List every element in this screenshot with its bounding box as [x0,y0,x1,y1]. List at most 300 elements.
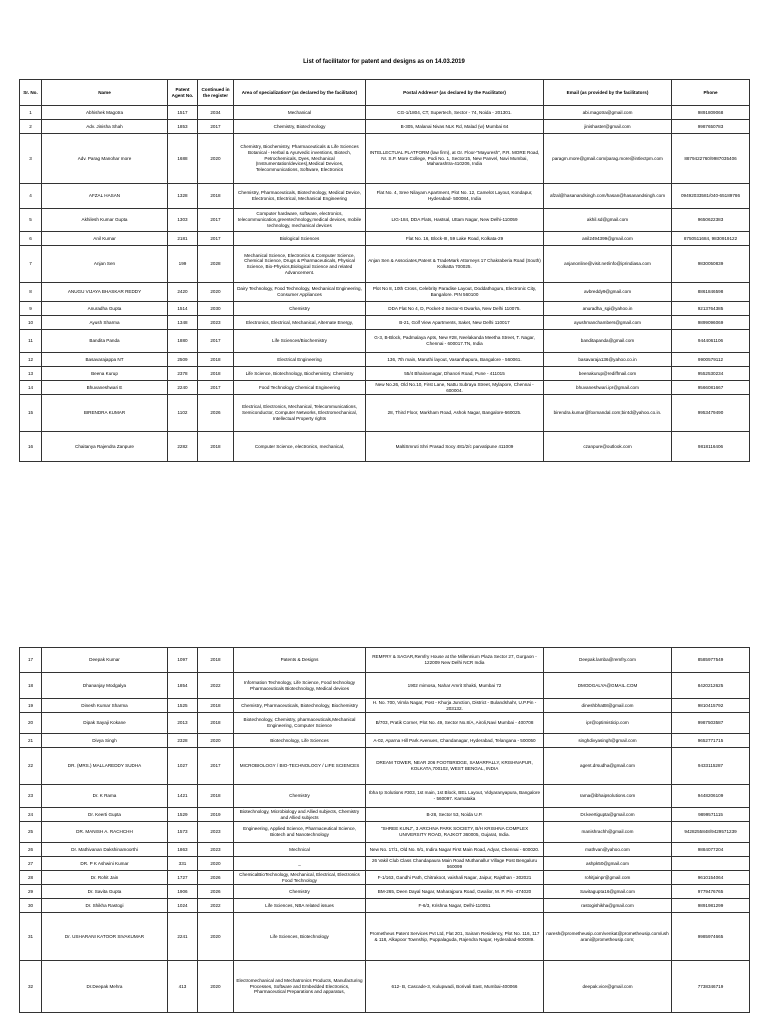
cell-phone: 9891981299 [672,899,750,913]
cell-address: Flat No. 16, Block-III, 59 Lake Road, Kolkata-29 [366,232,544,246]
cell-agent-no: 1421 [168,785,198,808]
cell-phone: 9566081667 [672,381,750,395]
table-header-row [20,80,750,106]
cell-name: Adv. Parag Manohar more [42,134,168,184]
cell-address: A-02, Aparna Hill Park Avenues, Chandanagar, Hyderabad, Telangana - 500050 [366,734,544,748]
cell-continued: 2030 [198,302,234,316]
cell-area: Food Technology Chemical Engineering [234,381,366,395]
cell-email: afzal@hasanandsingh.com/hasan@hasanandsingh.com [544,184,672,209]
cell-address: New No.26, Old No.10, First Lane, Nattu Subraya Street, Mylapore, Chennai - 600004. [366,381,544,395]
cell-sr-no: 23 [20,785,42,808]
cell-agent-no: 1027 [168,748,198,785]
cell-agent-no: 2241 [168,913,198,961]
cell-name: Bhuvaneshwari E [42,381,168,395]
cell-continued: 2022 [198,673,234,699]
cell-phone: 9213764385 [672,302,750,316]
cell-agent-no: 1303 [168,209,198,232]
cell-agent-no: 1328 [168,184,198,209]
cell-address: MaltiSmruti Shri Prasad Socy 481/2/c parvatipune 411009 [366,432,544,462]
cell-name: DR. P K Ashwini Kumar [42,857,168,871]
cell-email: mathvan@yahoo.com [544,843,672,857]
cell-phone: 9810415792 [672,699,750,713]
facilitator-table-page-2 [19,647,750,1013]
table-row [20,184,750,209]
cell-agent-no: 1880 [168,330,198,353]
cell-agent-no: 1727 [168,871,198,885]
cell-agent-no: 2509 [168,353,198,367]
cell-name: Dr. Shikha Rastogi [42,899,168,913]
header-address: Postal Address* (as declared by the Facilitator) [366,80,544,106]
cell-sr-no: 11 [20,330,42,353]
cell-name: ANUGU VIJAYA BHASKAR REDDY [42,283,168,302]
cell-name: Akhilesh Kumar Gupta [42,209,168,232]
cell-name: Dr. Mathivanan Dakshinamoorthi [42,843,168,857]
page-title: List of facilitator for patent and designs as on 14.03.2019 [303,59,465,65]
cell-area: _ [234,857,366,871]
table-row [20,120,750,134]
table-row [20,673,750,699]
cell-phone: 7738346719 [672,961,750,1013]
cell-agent-no: 1525 [168,699,198,713]
cell-continued: 2020 [198,913,234,961]
cell-area: Information Technology, Life Science, Food technology Pharmaceuticals Biotechnology, Medical devices [234,673,366,699]
table-row [20,785,750,808]
cell-sr-no: 19 [20,699,42,713]
facilitator-table-page-1 [19,79,750,462]
cell-email: basavaraja136@yahoo.co.in [544,353,672,367]
cell-sr-no: 13 [20,367,42,381]
cell-agent-no: 1348 [168,316,198,330]
header-area: Area of specialization* (as declared by the facilitator) [234,80,366,106]
cell-continued: 2020 [198,857,234,871]
cell-agent-no: 1024 [168,899,198,913]
cell-phone: 9987503587 [672,713,750,734]
cell-area: Biotechnology, Chemistry, pharmaceuticals,Mechanical Engineering, Computer Science [234,713,366,734]
cell-email: agent.drsudha@gmail.com [544,748,672,785]
table-row [20,885,750,899]
cell-address: CG-1/1804, CT, Supertech, Sector - 74, Noida - 201301. [366,106,544,120]
cell-continued: 2017 [198,232,234,246]
cell-area: Life Sciences, Biotechnology [234,913,366,961]
cell-address: B-21, Golf View Apartments, Saket, New Delhi 110017 [366,316,544,330]
cell-name: Anjan Sen [42,246,168,283]
cell-area: Chemistry, Pharmaceuticals, Biotechnology, Biochemistry [234,699,366,713]
table-row [20,302,750,316]
cell-address: Plot No 8, 10th Cross, Celebrity Paradise Layout, Doddathoguru, Electronic City, Bangalore. PIN 560100 [366,283,544,302]
cell-name: Chaitanya Rajendra Zanpure [42,432,168,462]
table-row [20,961,750,1013]
cell-phone: 9779476765 [672,885,750,899]
cell-name: Dr. K Rama [42,785,168,808]
cell-agent-no: 1854 [168,673,198,699]
cell-phone: 9899096069 [672,316,750,330]
cell-area: Electromechanical and Mechatronics Products, Manufacturing Processes, Software and Embedded Electronics, Pharmaceutical Preparations and apparatus, [234,961,366,1013]
cell-area: Computer Science, electronics, mechanical, [234,432,366,462]
cell-email: anil2494399@gmail.com [544,232,672,246]
cell-area: Dairy Technology, Food Technology, Mechanical Engineering, Consumer Appliances [234,283,366,302]
cell-continued: 2018 [198,353,234,367]
cell-email: manishrachh@gmail.com [544,822,672,843]
cell-address: F-6/3, Krishna Nagar, Delhi-110051 [366,899,544,913]
cell-email: banditapanda@gmail.com [544,330,672,353]
cell-sr-no: 5 [20,209,42,232]
table-row [20,367,750,381]
table-row [20,106,750,120]
cell-name: AFZAL HASAN [42,184,168,209]
cell-agent-no: 2378 [168,367,198,381]
cell-address: G-3, B-Block, Padmalaya Apts, New #28, Neelakanda Meetha Street, T. Nagar, Chennai - 600017.TN, India [366,330,544,353]
cell-sr-no: 32 [20,961,42,1013]
cell-phone: 9953479490 [672,395,750,432]
cell-phone: 8861846598 [672,283,750,302]
cell-area: Biotechnology, Life Sciences [234,734,366,748]
cell-phone: 8420212625 [672,673,750,699]
cell-name: Dhananjay Modgalya [42,673,168,699]
header-continued: Continued in the register [198,80,234,106]
cell-area: Chemistry, Pharmaceuticals, Biotechnology, Medical Device, Electronics, Electrical, Mechanical Engineering [234,184,366,209]
cell-agent-no: 1517 [168,106,198,120]
cell-sr-no: 30 [20,899,42,913]
cell-sr-no: 6 [20,232,42,246]
cell-continued: 2018 [198,785,234,808]
table-row [20,822,750,843]
table-row [20,395,750,432]
cell-email: Deepak.lamba@remfry.com [544,648,672,673]
cell-address: 1902 mimosa, Nahar Amrit Shakti, Mumbai 72 [366,673,544,699]
cell-agent-no: 1863 [168,843,198,857]
cell-name: Dr. Keerti Gupta [42,808,168,822]
cell-continued: 2017 [198,381,234,395]
cell-address: "SHREE KUNJ", 3 ARCHNA PARK SOCIETY, B/H KRISHNA COMPLEX UNIVERSITY ROAD, RAJKOT 360005, Gujarat, India. [366,822,544,843]
cell-phone: 9444061106 [672,330,750,353]
cell-address: H. No. 700, Vimla Nagar, Post - Khurja Junction, District - Bulandshahr, U.P.Pin - 203132. [366,699,544,713]
cell-area: MICROBIOLOGY / BIO-TECHNOLOGY / LIFE SCIENCES [234,748,366,785]
cell-email: czanpure@outlook.com [544,432,672,462]
cell-continued: 2022 [198,899,234,913]
cell-name: Bandita Panda [42,330,168,353]
cell-name: DR. MANISH A. RACHCHH [42,822,168,843]
cell-email: ashpk50@gmail.com [544,857,672,871]
cell-continued: 2023 [198,822,234,843]
cell-area: Engineering, Applied Science, Pharmaceutical Science, Biotech and Nanotechnology [234,822,366,843]
cell-address: 55/4 Bhairavnagar, Dhanori Road, Pune - 411015 [366,367,544,381]
table-row [20,648,750,673]
table-body-page-2 [20,648,750,1013]
cell-name: Ayush Sharma [42,316,168,330]
cell-agent-no: 331 [168,857,198,871]
cell-continued: 2020 [198,734,234,748]
cell-continued: 2018 [198,648,234,673]
cell-agent-no: 1688 [168,134,198,184]
cell-email: paragm.more@gmail.com/parag.more@intlectpm.com [544,134,672,184]
cell-address: Flat No. 4, Sree Nilayam Apartment, Plot No. 12, Camelot Layout, Kondapur, Hyderabad- 500084, India [366,184,544,209]
cell-area: Life Sciences, NBA related issues [234,899,366,913]
header-email: Email (as provided by the facilitators) [544,80,672,106]
cell-address: F-1/163, Gandhi Path, Chitrakoot, vaishali Nagar, Jaipur, Rajsthan - 302021 [366,871,544,885]
cell-phone: 9433115287 [672,748,750,785]
cell-email: birendra.kumar@foxmandal.com;bir4d@yahoo.co.in. [544,395,672,432]
cell-email: Savitagupta16@gmail.com [544,885,672,899]
cell-sr-no: 15 [20,395,42,432]
cell-agent-no: 1529 [168,808,198,822]
cell-phone: 9652771715 [672,734,750,748]
cell-agent-no: 1514 [168,302,198,316]
cell-address: Ibha Ip Solutions #303, 1st main, 1st Block, BEL Layout, Vidyaranyapura, Bangalore - 560097. Karnataka [366,785,544,808]
cell-agent-no: 1097 [168,648,198,673]
cell-phone: 9428255848/9429571239 [672,822,750,843]
cell-address: B-305, Malanai Nivas NLK Rd, Malad (w) Mumbai 64 [366,120,544,134]
cell-address: B-28, Sector 53, Noida U.P. [366,808,544,822]
cell-agent-no: 199 [168,246,198,283]
cell-sr-no: 31 [20,913,42,961]
cell-name: Anil Kumar [42,232,168,246]
cell-continued: 2017 [198,330,234,353]
table-row [20,808,750,822]
cell-email: anuradha_sgi@yahoo.in [544,302,672,316]
table-row [20,899,750,913]
cell-email: anjanonline@visit.net/info@iprindiasa.com [544,246,672,283]
cell-area: Biotechnology, Microbiology and Allied subjects, Chemistry and Allied subjects [234,808,366,822]
cell-email: avbreddy9@gmail.com [544,283,672,302]
cell-continued: 2017 [198,209,234,232]
cell-area: Electrical Engineering [234,353,366,367]
cell-continued: 2020 [198,134,234,184]
cell-sr-no: 27 [20,857,42,871]
cell-phone: 8585977549 [672,648,750,673]
cell-address: DDA Flat No 4, D, Pocket-2 Sector-6 Dwarka, New Delhi 110075. [366,302,544,316]
cell-continued: 2018 [198,432,234,462]
cell-agent-no: 2181 [168,232,198,246]
cell-sr-no: 25 [20,822,42,843]
cell-sr-no: 3 [20,134,42,184]
cell-phone: 9818116406 [672,432,750,462]
cell-address: 28, Third Floor, Markham Road, Ashok Nagar, Bangalore-560025. [366,395,544,432]
cell-sr-no: 1 [20,106,42,120]
cell-address: New No. 17/1, Old No. 9/1, Indira Nagar First Main Road, Adyar, Chennai - 600020. [366,843,544,857]
cell-name: Adv. Jinisha Shah [42,120,168,134]
cell-phone: 9830050839 [672,246,750,283]
table-row [20,316,750,330]
cell-email: singhdivyasingh@gmail.com [544,734,672,748]
cell-continued: 2023 [198,843,234,857]
cell-sr-no: 17 [20,648,42,673]
table-row [20,871,750,885]
cell-agent-no: 1853 [168,120,198,134]
cell-area: Chemistry [234,302,366,316]
cell-name: Deepak Kumar [42,648,168,673]
table-row [20,843,750,857]
cell-sr-no: 28 [20,871,42,885]
cell-sr-no: 20 [20,713,42,734]
cell-sr-no: 29 [20,885,42,899]
cell-name: Beena Kurup [42,367,168,381]
cell-area: Computer hardware, software, electronics, telecommunication,greentechnology,medical devices, mobile technology, mechanical devices [234,209,366,232]
cell-name: Dinesh Kumar Sharma [42,699,168,713]
cell-area: Mechnical [234,843,366,857]
cell-address: LIG-184, DDA Flats, Hastsal, Uttam Nagar, New Delhi-110059 [366,209,544,232]
cell-name: Anuradha Gupta [42,302,168,316]
cell-area: Biological Sciences [234,232,366,246]
cell-email: akhil.sd@gmail.com [544,209,672,232]
cell-sr-no: 14 [20,381,42,395]
cell-email: naresh@prometheusip.com/venkat@prometheusip.com/usharani@prometheusip.com; [544,913,672,961]
cell-address: Prometheus Patent Services Pvt Ltd, Flat 201, Sairam Residency, Plot No. 116, 117 & 118, Alkapoor Township, Puppalaguda, Rajendra Nagar, Hyderabad-500089. [366,913,544,961]
cell-name: Dr. Rohit Jain [42,871,168,885]
cell-email: rama@ibhaipsolutions.com [544,785,672,808]
cell-continued: 2028 [198,246,234,283]
cell-email: rohitjainpr@gmail.com [544,871,672,885]
cell-area: Life Science, Biotechnology, Biochemistry, Chemistry [234,367,366,381]
cell-sr-no: 18 [20,673,42,699]
cell-sr-no: 12 [20,353,42,367]
cell-phone: 9900579112 [672,353,750,367]
cell-area: ChemicalBioTechnology, Mechanical, Electrical, Electronics Food Technology [234,871,366,885]
cell-area: Electronics, Electrical, Mechanical, Alternate Energy, [234,316,366,330]
cell-phone: 9448206109 [672,785,750,808]
table-row [20,748,750,785]
cell-continued: 2019 [198,808,234,822]
cell-area: Patents & Designs [234,648,366,673]
cell-continued: 2023 [198,316,234,330]
cell-sr-no: 21 [20,734,42,748]
cell-name: Dr.Deepak Mehra [42,961,168,1013]
header-sr-no: Sr. No. [20,80,42,106]
cell-agent-no: 2282 [168,432,198,462]
cell-area: Mechanical Science, Electronics & Computer Science, Chemical Science, Drugs & Pharmaceuticals, Physical Science, Bio-Physics,Biological Science and related Advancement. [234,246,366,283]
cell-continued: 2017 [198,120,234,134]
cell-email: DMODGALYA@GMAIL.COM [544,673,672,699]
table-row [20,209,750,232]
cell-continued: 2020 [198,283,234,302]
cell-address: BM-265, Deen Dayal Nagar, Maharajpura Road, Gwalior, M. P. Pin -474020 [366,885,544,899]
cell-name: Divya Singh [42,734,168,748]
cell-continued: 2017 [198,748,234,785]
cell-sr-no: 22 [20,748,42,785]
cell-continued: 2034 [198,106,234,120]
cell-agent-no: 1906 [168,885,198,899]
cell-agent-no: 413 [168,961,198,1013]
cell-sr-no: 4 [20,184,42,209]
cell-area: Mechanical [234,106,366,120]
cell-phone: 9891809068 [672,106,750,120]
table-row [20,713,750,734]
cell-continued: 2018 [198,699,234,713]
cell-phone: 9552530234 [672,367,750,381]
cell-phone: 9899571115 [672,808,750,822]
header-agent-no: Patent Agent No. [168,80,198,106]
cell-sr-no: 9 [20,302,42,316]
cell-email: abi.magotra@gmail.com [544,106,672,120]
cell-name: Basavarajappa NT [42,353,168,367]
table-row [20,232,750,246]
cell-sr-no: 24 [20,808,42,822]
cell-email: jinishaster@gmail.com [544,120,672,134]
cell-address: REMFRY & SAGAR,Remfry House at the Millennium Plaza Sector 27, Gurgaon - 122009 New Delhi NCR India [366,648,544,673]
cell-email: Dr.keertigupta@gmail.com [544,808,672,822]
cell-address: 136, 7th main, Maruthi layout, Vasanthapura, Bangalore - 560061. [366,353,544,367]
table-row [20,857,750,871]
cell-continued: 2026 [198,885,234,899]
cell-email: ipr@optimisticip.com [544,713,672,734]
table-row [20,699,750,713]
cell-address: B/703, Pratik Corner, Plot No. 49, Sector No.8/A, Airoli,Navi Mumbai - 400708 [366,713,544,734]
cell-address: INTELLECTUAL PLATFORM (law firm), at Gr. Floor-"Mayuresh", P.R. MORE Road, Nr. S.P. More College, Podi No. 1, Sector15, New Panvel, Navi Mumbai, Maharashtra-410206, India [366,134,544,184]
cell-continued: 2020 [198,961,234,1013]
cell-phone: 9884077204 [672,843,750,857]
table-row [20,353,750,367]
cell-agent-no: 1102 [168,395,198,432]
cell-email: deepak.vice@gmail.com [544,961,672,1013]
table-row [20,134,750,184]
cell-continued: 2026 [198,871,234,885]
cell-agent-no: 2328 [168,734,198,748]
cell-agent-no: 2240 [168,381,198,395]
cell-area: Chemistry, Biotechnology [234,120,366,134]
cell-email: bhuvaneshwari.ipr@gmail.com [544,381,672,395]
cell-continued: 2026 [198,395,234,432]
table-row [20,330,750,353]
cell-agent-no: 2013 [168,713,198,734]
cell-phone [672,857,750,871]
cell-email: dineshbhatt8@gmail.com [544,699,672,713]
cell-area: Life Sciences/Biochemistry [234,330,366,353]
cell-continued: 2018 [198,184,234,209]
table-body-page-1 [20,106,750,462]
cell-phone: 09492033581/040-65189786 [672,184,750,209]
table-row [20,432,750,462]
cell-name: DR. (MRS.) MALLAREDDY SUDHA [42,748,168,785]
cell-email: rastogishikha@gmail.com [544,899,672,913]
cell-email: ayushmanchambers@gmail.com [544,316,672,330]
cell-address: DREAM TOWER, NEAR 206 FOOTBRIDGE, SAMARPALLY, KRISHNAPUR, KOLKATA,700102, WEST BENGAL, INDIA [366,748,544,785]
table-row [20,246,750,283]
cell-phone: 9985974665 [672,913,750,961]
cell-address: 26 Vakil Club Class Chandapaura Main Road Muthanallur Village Post Bengaluru 560099 [366,857,544,871]
table-row [20,913,750,961]
cell-address: Anjan Sen & Associates,Patent & TradeMark Attorneys 17 Chakraberia Road (South) Kolkatta 700025. [366,246,544,283]
cell-continued: 2018 [198,713,234,734]
cell-area: Chemistry, Biochemistry, Pharmaceuticals & Life Sciences Botanical - Herbal & Ayurvedic inventions, Biotech, Petrochemicals, Dyes, Mechanical (Instrumentation/devices),Medical Devices, Telecommunications, Software, Electronics [234,134,366,184]
cell-sr-no: 10 [20,316,42,330]
cell-address: 612- B, Cascade-3, Kulupwadi, Borivali East, Mumbai-400066 [366,961,544,1013]
cell-area: Chemistry [234,885,366,899]
cell-sr-no: 26 [20,843,42,857]
cell-sr-no: 7 [20,246,42,283]
cell-phone: 9650622383 [672,209,750,232]
header-name: Name [42,80,168,106]
header-phone: Phone [672,80,750,106]
cell-sr-no: 2 [20,120,42,134]
table-row [20,283,750,302]
cell-phone: 9610154064 [672,871,750,885]
cell-sr-no: 16 [20,432,42,462]
cell-phone: 8750511684, 9830919122 [672,232,750,246]
cell-agent-no: 2420 [168,283,198,302]
cell-area: Chemistry [234,785,366,808]
cell-name: Dr. USHARANI KATOOR SIVAKUMAR [42,913,168,961]
cell-continued: 2018 [198,367,234,381]
cell-phone: 8879422760/9987035406 [672,134,750,184]
cell-agent-no: 1573 [168,822,198,843]
cell-name: Abhishek Magotra [42,106,168,120]
cell-sr-no: 8 [20,283,42,302]
table-row [20,381,750,395]
cell-area: Electrical, Electronics, Mechanical, Telecommunications, Semiconductor, Computer Networks, Electromechanical, Intellectual Property rights [234,395,366,432]
cell-name: BIRENDRA KUMAR [42,395,168,432]
table-row [20,734,750,748]
cell-name: Dr. Savita Gupta [42,885,168,899]
cell-phone: 9987650783 [672,120,750,134]
